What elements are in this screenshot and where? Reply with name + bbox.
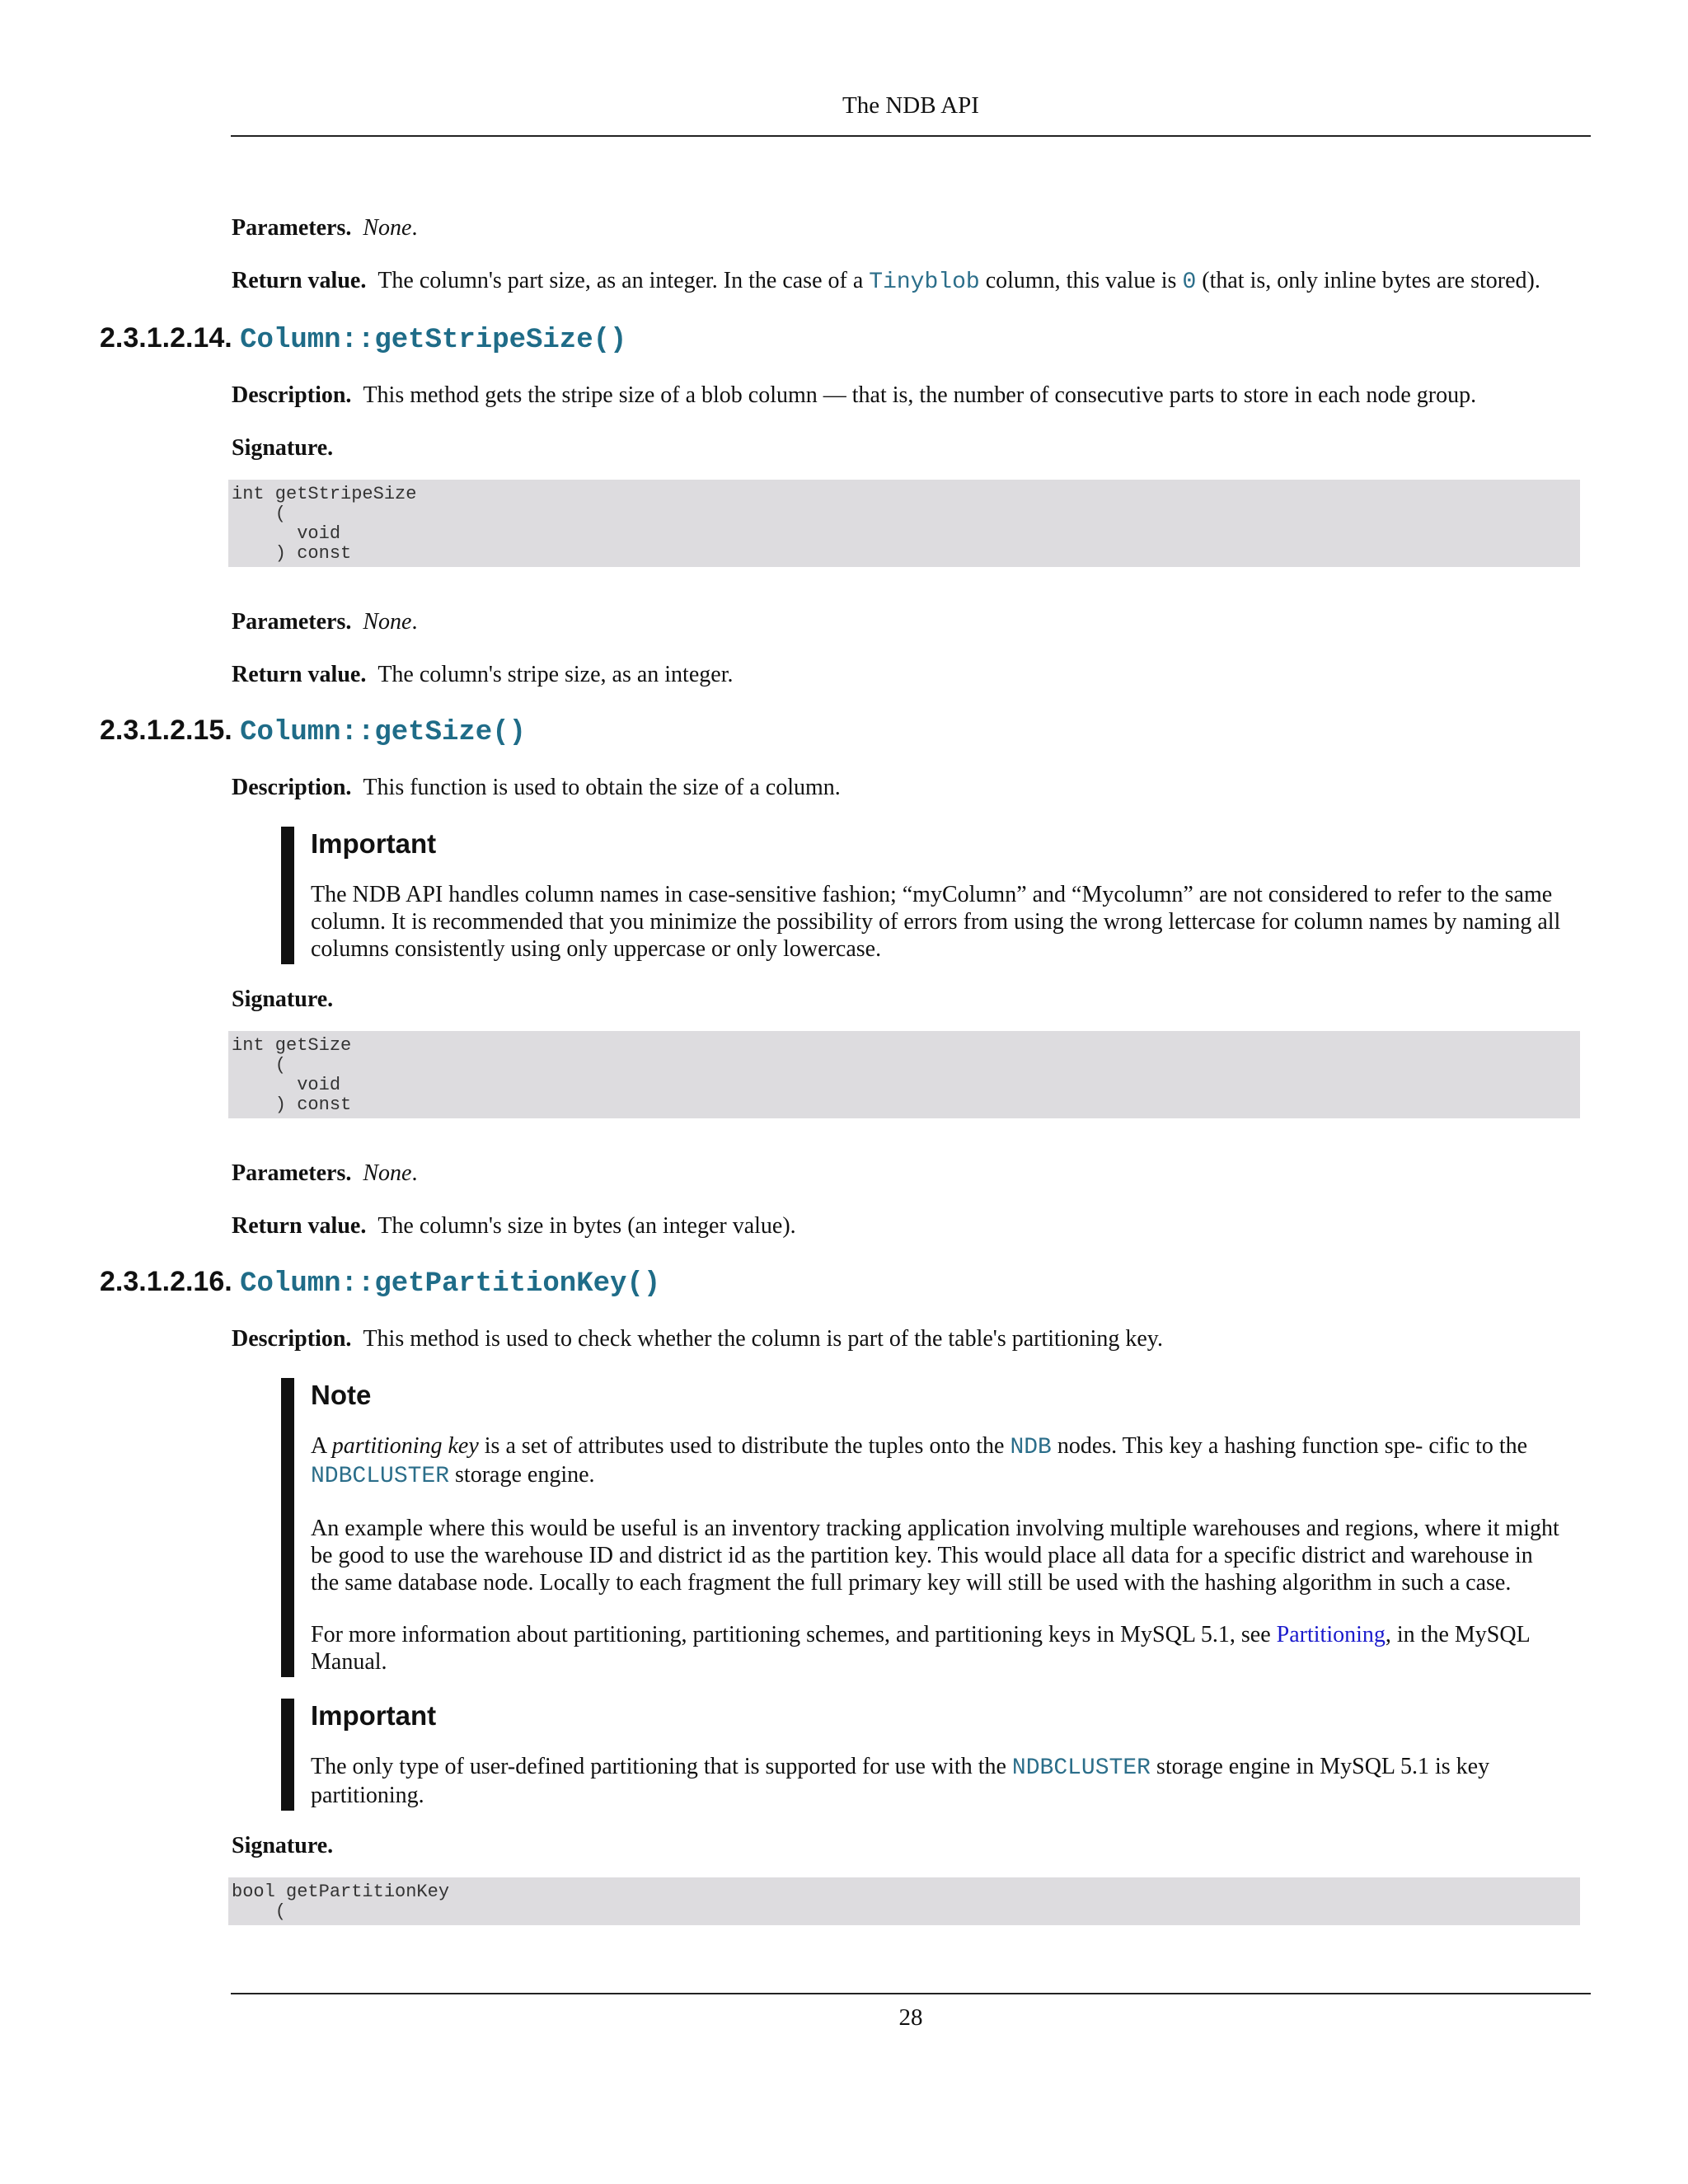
sec16-signature-label: Signature. xyxy=(232,1833,334,1858)
intro-block xyxy=(232,214,1592,296)
page-content xyxy=(0,214,1688,1925)
code-ndb: NDB xyxy=(1010,1435,1052,1460)
sec16-description: Description. This method is used to check whether the column is part of the table's partitioning key. xyxy=(232,1326,1163,1352)
sec15-return-value: Return value. The column's size in bytes (an integer value). xyxy=(232,1213,796,1239)
sec15-signature xyxy=(232,986,1592,1013)
sec16-note-admonition xyxy=(281,1378,1564,1677)
sec16-important-admonition xyxy=(281,1699,1564,1811)
code-ndbcluster: NDBCLUSTER xyxy=(1011,1755,1151,1781)
sec16-code-block: bool getPartitionKey ( xyxy=(228,1877,1580,1925)
sec15-footer xyxy=(232,1160,1592,1240)
note-title: Note xyxy=(311,1380,372,1410)
intro-return-value: Return value. The column's part size, as an integer. In the case of a Tinyblob column, this value is 0 (that is, only inline bytes are stored). xyxy=(232,268,1540,295)
sec15-description: Description. This function is used to obtain the size of a column. xyxy=(232,775,841,800)
code-ndbcluster: NDBCLUSTER xyxy=(311,1464,450,1489)
important-title: Important xyxy=(311,828,437,859)
sec14-signature-label: Signature. xyxy=(232,435,334,461)
section-heading-getsize: 2.3.1.2.15. Column::getSize() xyxy=(100,715,526,748)
partitioning-link[interactable]: Partitioning xyxy=(1276,1622,1386,1647)
important-title: Important xyxy=(311,1700,437,1731)
code-tinyblob: Tinyblob xyxy=(869,269,980,295)
important-text: The NDB API handles column names in case-sensitive fashion; “myColumn” and “Mycolumn” are not considered to refer to the same column. It is recommended that you minimize the possibility of errors from using the wrong lettercase for column names by naming all columns consistently using only uppercase or only lowercase. xyxy=(311,882,1561,962)
sec14-description: Description. This method gets the stripe size of a blob column — that is, the number of consecutive parts to store in each node group. xyxy=(232,382,1477,408)
running-header: The NDB API xyxy=(842,92,979,119)
sec15-important-admonition xyxy=(281,827,1564,964)
header-rule xyxy=(231,135,1591,137)
footer-rule xyxy=(231,1993,1591,1994)
section-heading-getpartitionkey: 2.3.1.2.16. Column::getPartitionKey() xyxy=(100,1266,661,1300)
sec14-body xyxy=(232,382,1592,462)
intro-parameters: Parameters. None. xyxy=(232,215,418,241)
page-number: 28 xyxy=(898,2004,923,2031)
note-paragraph-1: A partitioning key is a set of attributes used to distribute the tuples onto the NDB nodes. This key a hashing function spe- cific to the NDBCLUSTER storage engine. xyxy=(311,1433,1528,1489)
important-text: The only type of user-defined partitioning that is supported for use with the NDBCLUSTER storage engine in MySQL 5.1 is key partitioning. xyxy=(311,1754,1490,1808)
sec14-footer xyxy=(232,608,1592,688)
sec15-code-block: int getSize ( void ) const xyxy=(228,1031,1580,1118)
code-zero: 0 xyxy=(1182,269,1197,295)
sec15-signature-label: Signature. xyxy=(232,987,334,1012)
sec14-return-value: Return value. The column's stripe size, as an integer. xyxy=(232,662,734,687)
sec14-code-block: int getStripeSize ( void ) const xyxy=(228,480,1580,567)
sec14-parameters: Parameters. None. xyxy=(232,609,418,635)
note-paragraph-2: An example where this would be useful is an inventory tracking application involving multiple warehouses and regions, where it might be good to use the warehouse ID and district id as the partition key. This would place all data for a specific district and warehouse in the same database node. Locally to each fragment the full primary key will still be used with the hashing algorithm in such a case. xyxy=(311,1516,1559,1596)
sec15-parameters: Parameters. None. xyxy=(232,1160,418,1186)
sec15-body xyxy=(232,774,1592,801)
section-heading-getstripesize: 2.3.1.2.14. Column::getStripeSize() xyxy=(100,322,627,356)
sec16-body xyxy=(232,1325,1592,1352)
note-paragraph-3: For more information about partitioning, partitioning schemes, and partitioning keys in MySQL 5.1, see Partitioning, in the MySQL Manual. xyxy=(311,1622,1530,1675)
sec16-signature xyxy=(232,1832,1592,1859)
